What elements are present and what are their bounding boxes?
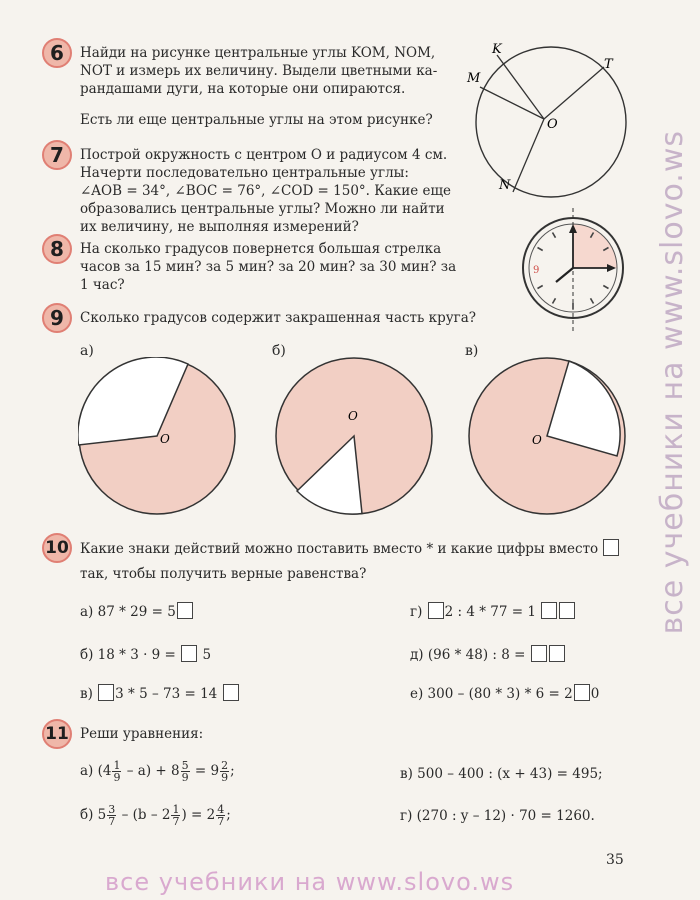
point-m-label: M — [467, 71, 481, 86]
digit-box[interactable] — [549, 645, 565, 662]
task-8-badge: 8 — [42, 234, 72, 264]
task-11-g: г) (270 : y – 12) · 70 = 1260. — [400, 808, 595, 824]
digit-box — [603, 539, 619, 556]
task-11-a: а) (4 $\frac{1}{9}$ – a) + 8 $\frac{5}{9}$ = 9 $\frac{2}{9}$ ; — [80, 759, 235, 784]
task-6-circle-figure — [458, 40, 638, 200]
task-8-text: На сколько градусов повернется большая стрелка часов за 15 мин? за 5 мин? за 20 мин? за 30 мин? за 1 час? — [80, 241, 457, 293]
watermark-bottom: все учебники на www.slovo.ws — [105, 868, 515, 896]
task-9-badge: 9 — [42, 303, 72, 333]
task-11-b: б) 5 $\frac{3}{7}$ – (b – 2 $\frac{1}{7}$ ) = 2 $\frac{4}{7}$ ; — [80, 803, 231, 828]
clock-hour-hand — [556, 268, 573, 282]
task-10-b: б) 18 * 3 · 9 = 5 — [80, 647, 212, 663]
task-7-badge: 7 — [42, 140, 72, 170]
task-9-circle-a — [78, 357, 238, 517]
task-10-v: в) 3 * 5 – 73 = 14 — [80, 684, 240, 702]
task-10-text: Какие знаки действий можно поставить вместо * и какие цифры вместо так, чтобы получить верные равенства? — [80, 539, 620, 583]
digit-box[interactable] — [574, 684, 590, 701]
point-n-label: N — [499, 178, 511, 193]
clock-nine-label: 9 — [533, 265, 540, 276]
task-6-badge: 6 — [42, 38, 72, 68]
task-9-label-a: а) — [80, 343, 94, 359]
clock-figure — [518, 208, 628, 333]
task-9-circle-v — [468, 357, 628, 517]
clock-shaded-quarter — [573, 224, 617, 268]
task-7-text: Построй окружность с центром O и радиусом 4 см. Начерти последовательно центральные углы: ∠AOB = 34°, ∠BOC = 76°, ∠COD = 150°. Какие еще образовались центральные углы? Можно ли найти их величину, не выполняя измерений? — [80, 147, 452, 235]
task-10-e: е) 300 – (80 * 3) * 6 = 2 0 — [410, 686, 600, 702]
ray-ok — [497, 55, 544, 119]
ray-om — [480, 87, 544, 119]
task-10-a: а) 87 * 29 = 5 — [80, 602, 194, 620]
point-k-label: K — [492, 42, 502, 57]
digit-box[interactable] — [531, 645, 547, 662]
digit-box[interactable] — [181, 645, 197, 662]
digit-box[interactable] — [98, 684, 114, 701]
ray-on — [513, 119, 544, 192]
task-10-badge: 10 — [42, 533, 72, 563]
digit-box[interactable] — [559, 602, 575, 619]
digit-box[interactable] — [428, 602, 444, 619]
page-number: 35 — [606, 852, 624, 868]
digit-box[interactable] — [177, 602, 193, 619]
point-t-label: T — [604, 57, 613, 72]
task-9-label-v: в) — [465, 343, 479, 359]
task-11-title: Реши уравнения: — [80, 726, 204, 742]
svg-text:O: O — [348, 409, 358, 423]
task-10-g: г) 2 : 4 * 77 = 1 — [410, 602, 576, 620]
task-9-question: Сколько градусов содержит закрашенная часть круга? — [80, 310, 477, 326]
task-6-text: Найди на рисунке центральные углы KOM, NOM, NOT и измерь их величину. Выдели цветными ка- рандашами дуги, на которые они опираются. Есть ли еще центральные углы на этом рисунке? — [80, 45, 438, 128]
task-10-d: д) (96 * 48) : 8 = — [410, 645, 566, 663]
task-9-label-b: б) — [272, 343, 286, 359]
task-11-badge: 11 — [42, 719, 72, 749]
watermark-side: все учебники на www.slovo.ws — [655, 130, 690, 635]
task-9-circle-b — [275, 357, 435, 517]
ray-ot — [544, 67, 604, 119]
point-o-label: O — [547, 117, 558, 132]
svg-text:O: O — [160, 432, 170, 446]
digit-box[interactable] — [541, 602, 557, 619]
task-11-v: в) 500 – 400 : (x + 43) = 495; — [400, 766, 603, 782]
svg-text:O: O — [532, 433, 542, 447]
digit-box[interactable] — [223, 684, 239, 701]
